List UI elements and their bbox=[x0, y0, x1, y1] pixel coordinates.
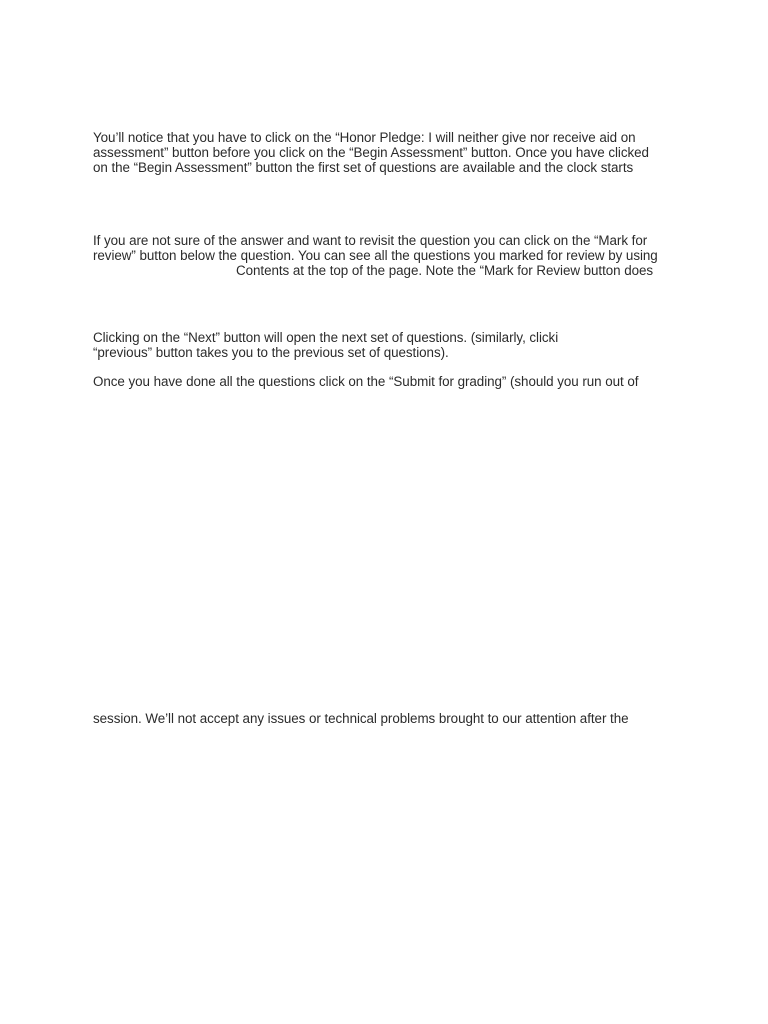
text-line: “previous” button takes you to the previous set of questions). bbox=[93, 345, 449, 360]
text-line: session. We’ll not accept any issues or technical problems brought to our attention after the bbox=[93, 711, 629, 726]
text-line: Contents at the top of the page. Note the “Mark for Review button does bbox=[236, 263, 654, 278]
text-line: review” button below the question. You can see all the questions you marked for review by using bbox=[93, 248, 658, 263]
text-line: Once you have done all the questions click on the “Submit for grading” (should you run out of bbox=[93, 374, 639, 389]
text-line: If you are not sure of the answer and want to revisit the question you can click on the “Mark for bbox=[93, 233, 648, 248]
text-line: Clicking on the “Next” button will open the next set of questions. (similarly, clicki bbox=[93, 330, 559, 345]
text-line: on the “Begin Assessment” button the first set of questions are available and the clock starts bbox=[93, 160, 634, 175]
text-line: You’ll notice that you have to click on the “Honor Pledge: I will neither give nor receive aid on bbox=[93, 130, 636, 145]
text-line: assessment” button before you click on the “Begin Assessment” button. Once you have clicked bbox=[93, 145, 649, 160]
